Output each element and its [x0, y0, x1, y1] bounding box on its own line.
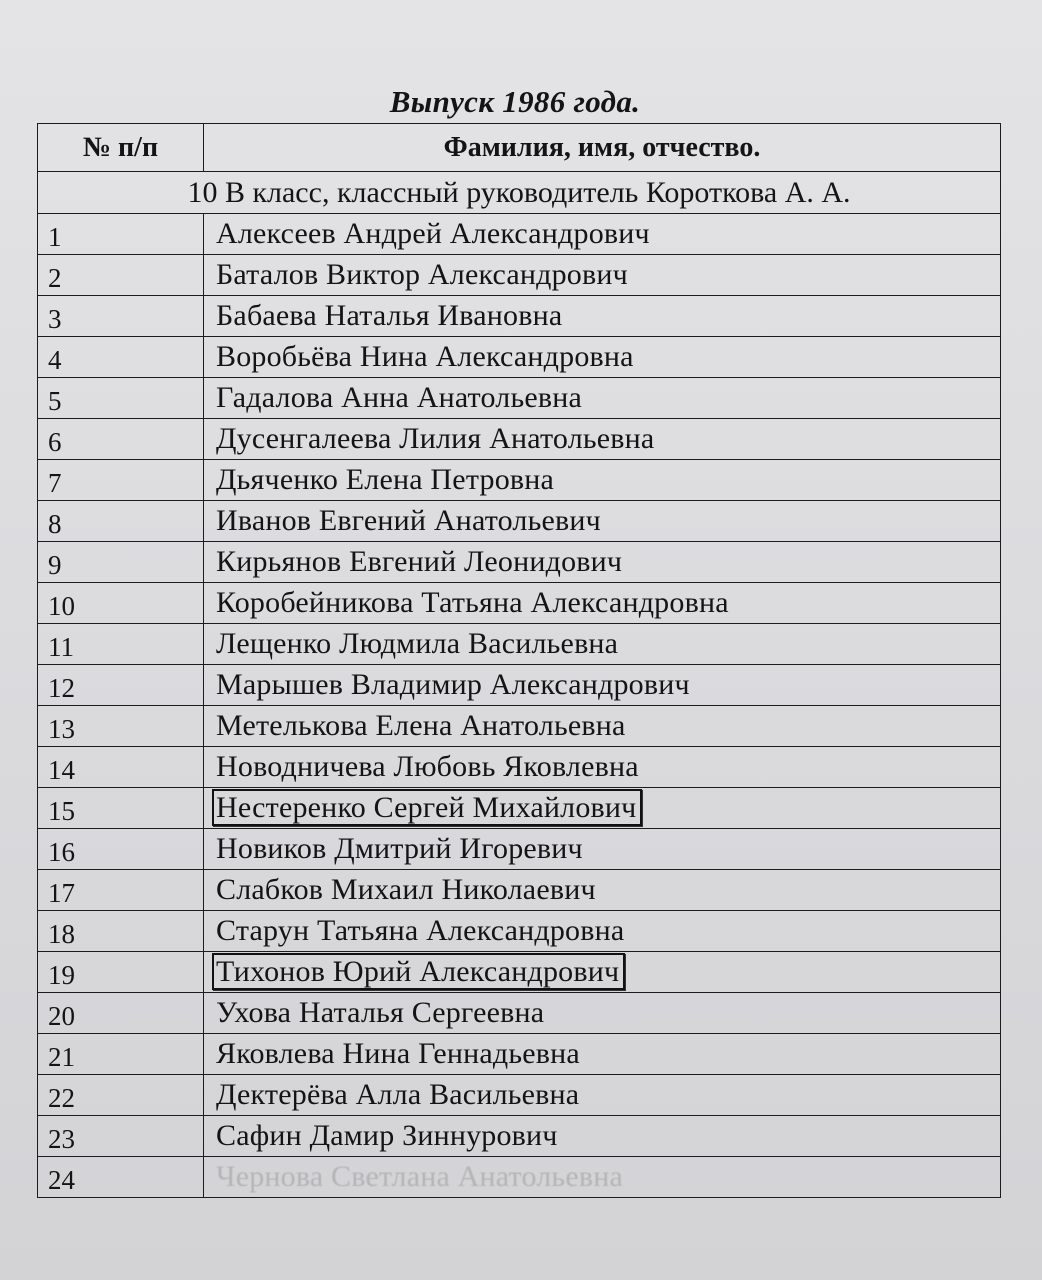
table-row	[38, 460, 1001, 501]
table-row	[38, 870, 1001, 911]
row-number: 15	[38, 788, 204, 829]
table-row	[38, 214, 1001, 255]
table-row	[38, 1116, 1001, 1157]
row-number: 7	[38, 460, 204, 501]
row-name: Яковлева Нина Геннадьевна	[204, 1034, 1001, 1075]
row-name: Старун Татьяна Александровна	[204, 911, 1001, 952]
faded-name: Чернова Светлана Анатольевна	[216, 1160, 623, 1193]
graduates-table	[37, 123, 1001, 1198]
table-row	[38, 911, 1001, 952]
boxed-name: Нестеренко Сергей Михайлович	[212, 789, 642, 826]
row-number: 2	[38, 255, 204, 296]
row-number: 10	[38, 583, 204, 624]
boxed-name: Тихонов Юрий Александрович	[212, 953, 625, 990]
table-row	[38, 665, 1001, 706]
table-header-row	[38, 124, 1001, 172]
row-name: Бабаева Наталья Ивановна	[204, 296, 1001, 337]
table-row	[38, 747, 1001, 788]
table-row	[38, 1157, 1001, 1198]
table-row	[38, 542, 1001, 583]
table-row	[38, 1075, 1001, 1116]
row-number: 21	[38, 1034, 204, 1075]
row-name: Сафин Дамир Зиннурович	[204, 1116, 1001, 1157]
row-name: Алексеев Андрей Александрович	[204, 214, 1001, 255]
row-name: Новодничева Любовь Яковлевна	[204, 747, 1001, 788]
row-name: Дьяченко Елена Петровна	[204, 460, 1001, 501]
row-number: 8	[38, 501, 204, 542]
row-number: 18	[38, 911, 204, 952]
row-name: Гадалова Анна Анатольевна	[204, 378, 1001, 419]
table-row	[38, 788, 1001, 829]
row-number: 1	[38, 214, 204, 255]
row-number: 4	[38, 337, 204, 378]
row-number: 14	[38, 747, 204, 788]
row-name: Ухова Наталья Сергеевна	[204, 993, 1001, 1034]
row-name	[204, 788, 1001, 829]
row-number: 24	[38, 1157, 204, 1198]
header-number: № п/п	[38, 124, 204, 172]
table-row	[38, 706, 1001, 747]
table-row	[38, 255, 1001, 296]
row-number: 20	[38, 993, 204, 1034]
row-name: Иванов Евгений Анатольевич	[204, 501, 1001, 542]
row-number: 17	[38, 870, 204, 911]
header-name: Фамилия, имя, отчество.	[204, 124, 1001, 172]
row-name: Метелькова Елена Анатольевна	[204, 706, 1001, 747]
row-number: 16	[38, 829, 204, 870]
row-number: 23	[38, 1116, 204, 1157]
row-name: Дусенгалеева Лилия Анатольевна	[204, 419, 1001, 460]
table-row	[38, 583, 1001, 624]
row-name: Коробейникова Татьяна Александровна	[204, 583, 1001, 624]
row-name: Новиков Дмитрий Игоревич	[204, 829, 1001, 870]
row-number: 12	[38, 665, 204, 706]
row-name	[204, 952, 1001, 993]
row-number: 11	[38, 624, 204, 665]
row-number: 19	[38, 952, 204, 993]
class-caption: 10 В класс, классный руководитель Короткова А. А.	[38, 172, 1001, 214]
row-name: Баталов Виктор Александрович	[204, 255, 1001, 296]
table-row	[38, 993, 1001, 1034]
table-row	[38, 501, 1001, 542]
row-name: Дектерёва Алла Васильевна	[204, 1075, 1001, 1116]
class-caption-row	[38, 172, 1001, 214]
row-name: Марышев Владимир Александрович	[204, 665, 1001, 706]
row-name	[204, 1157, 1001, 1198]
table-row	[38, 419, 1001, 460]
row-name: Лещенко Людмила Васильевна	[204, 624, 1001, 665]
row-number: 5	[38, 378, 204, 419]
table-row	[38, 296, 1001, 337]
row-name: Кирьянов Евгений Леонидович	[204, 542, 1001, 583]
table-row	[38, 1034, 1001, 1075]
document-title: Выпуск 1986 года.	[389, 84, 641, 119]
row-name: Слабков Михаил Николаевич	[204, 870, 1001, 911]
row-name: Воробьёва Нина Александровна	[204, 337, 1001, 378]
row-number: 9	[38, 542, 204, 583]
table-row	[38, 829, 1001, 870]
table-row	[38, 624, 1001, 665]
row-number: 6	[38, 419, 204, 460]
table-row	[38, 337, 1001, 378]
row-number: 13	[38, 706, 204, 747]
row-number: 22	[38, 1075, 204, 1116]
row-number: 3	[38, 296, 204, 337]
table-row	[38, 952, 1001, 993]
table-row	[38, 378, 1001, 419]
